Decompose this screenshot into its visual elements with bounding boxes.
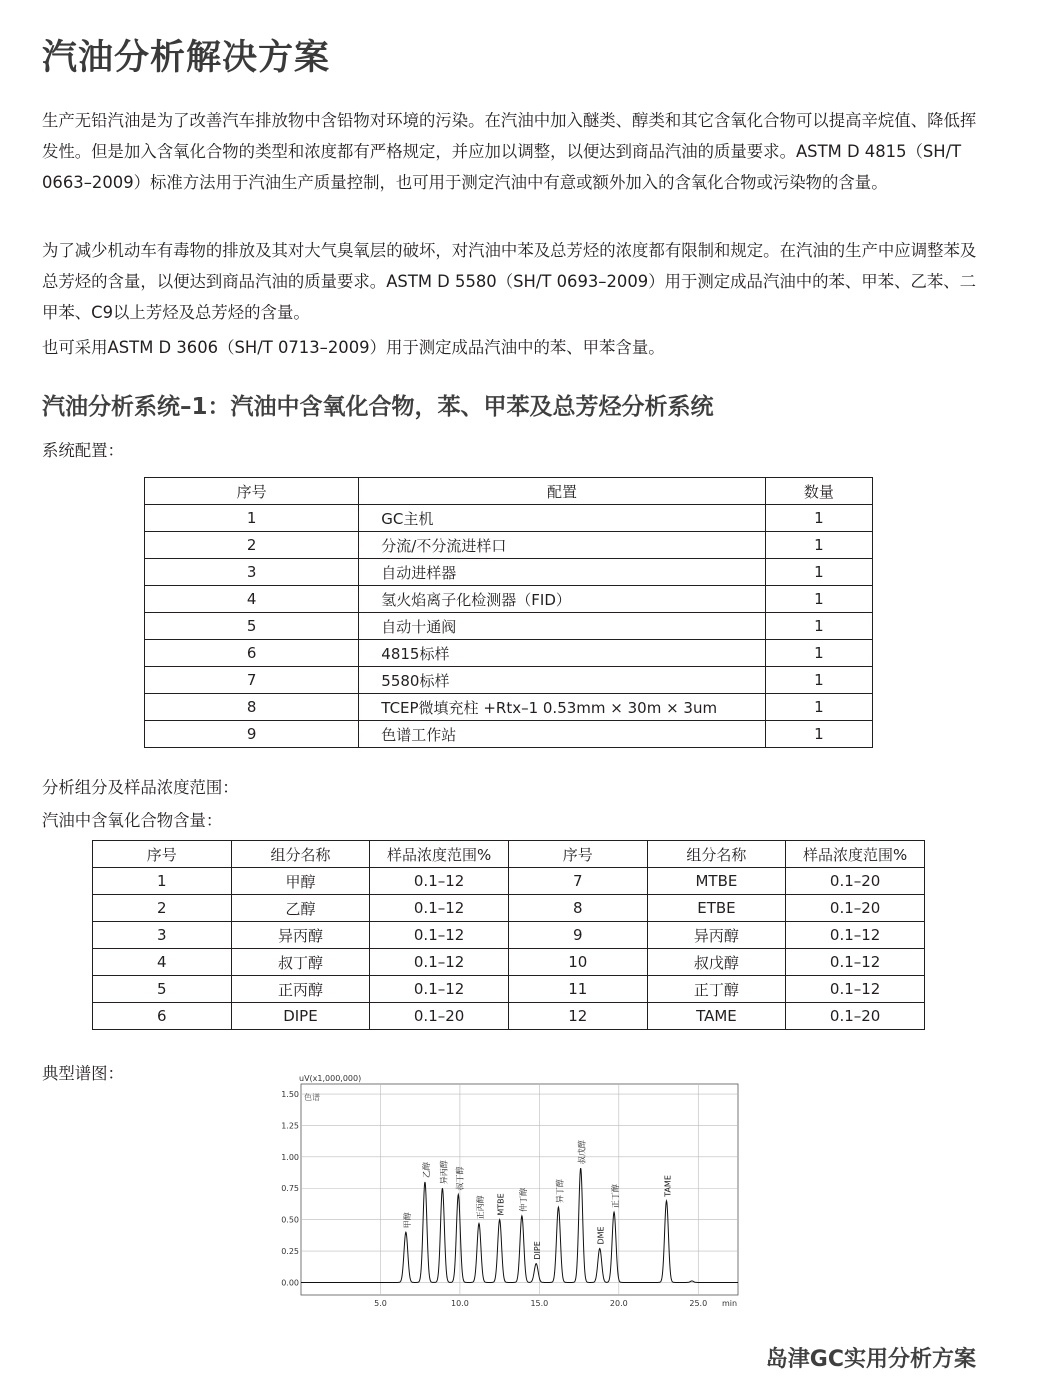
x-tick-label: 10.0 <box>451 1299 469 1308</box>
cell-index: 12 <box>508 1003 647 1030</box>
cell-quantity: 1 <box>765 667 872 694</box>
cell-index: 8 <box>508 895 647 922</box>
cell-index: 9 <box>145 721 359 748</box>
x-axis-label: min <box>722 1299 738 1308</box>
table-row <box>93 868 925 895</box>
peak-label: 叔丁醇 <box>455 1166 465 1191</box>
peak-label: 异丙醇 <box>439 1160 449 1185</box>
table-row <box>145 721 873 748</box>
cell-name: 正丁醇 <box>647 976 786 1003</box>
y-tick-label: 0.75 <box>281 1184 299 1194</box>
peak-label: 乙醇 <box>421 1161 431 1178</box>
cell-index: 7 <box>145 667 359 694</box>
cell-range: 0.1–12 <box>370 868 509 895</box>
table-row <box>145 505 873 532</box>
col-header-index-left: 序号 <box>93 841 232 868</box>
cell-range: 0.1–20 <box>786 895 925 922</box>
cell-quantity: 1 <box>765 694 872 721</box>
cell-config: GC主机 <box>359 505 766 532</box>
table-row <box>93 976 925 1003</box>
cell-config: 色谱工作站 <box>359 721 766 748</box>
cell-quantity: 1 <box>765 721 872 748</box>
cell-range: 0.1–12 <box>786 922 925 949</box>
cell-range: 0.1–12 <box>370 949 509 976</box>
cell-name: DIPE <box>231 1003 370 1030</box>
peak-label: DME <box>596 1226 606 1245</box>
intro-paragraph-2: 为了减少机动车有毒物的排放及其对大气臭氧层的破坏，对汽油中苯及总芳烃的浓度都有限制和规定。在汽油的生产中应调整苯及总芳烃的含量，以便达到商品汽油的质量要求。ASTM D 5580（SH/T 0693–2009）用于测定成品汽油中的苯、甲苯、乙苯、二甲苯、C9以上芳烃及总芳烃的含量。 <box>42 241 977 322</box>
cell-index: 3 <box>145 559 359 586</box>
col-header-name-left: 组分名称 <box>231 841 370 868</box>
cell-name: 甲醇 <box>231 868 370 895</box>
peak-label: DIPE <box>533 1241 543 1260</box>
page-title: 汽油分析解决方案 <box>42 38 331 78</box>
col-header-range-right: 样品浓度范围% <box>786 841 925 868</box>
cell-config: 分流/不分流进样口 <box>359 532 766 559</box>
cell-index: 1 <box>145 505 359 532</box>
cell-index: 4 <box>93 949 232 976</box>
y-tick-label: 0.00 <box>281 1278 299 1288</box>
col-header-config: 配置 <box>359 478 766 505</box>
x-tick-label: 5.0 <box>374 1299 387 1308</box>
cell-index: 7 <box>508 868 647 895</box>
table-row <box>145 586 873 613</box>
cell-name: MTBE <box>647 868 786 895</box>
x-tick-label: 15.0 <box>530 1299 549 1308</box>
peak-label: 仲丁醇 <box>518 1187 528 1212</box>
channel-label: 色谱 <box>304 1093 320 1103</box>
config-label: 系统配置： <box>42 441 124 460</box>
intro-paragraph-1: 生产无铅汽油是为了改善汽车排放物中含铅物对环境的污染。在汽油中加入醚类、醇类和其它含氧化合物可以提高辛烷值、降低挥发性。但是加入含氧化合物的类型和浓度都有严格规定，并应加以调整，以便达到商品汽油的质量要求。ASTM D 4815（SH/T 0663–2009）标准方法用于汽油生产质量控制，也可用于测定汽油中有意或额外加入的含氧化合物或污染物的含量。 <box>42 111 977 192</box>
peak-label: 正丙醇 <box>475 1195 485 1220</box>
peak-label: MTBE <box>496 1193 506 1216</box>
x-tick-label: 25.0 <box>689 1299 708 1308</box>
y-tick-label: 1.50 <box>281 1090 299 1100</box>
cell-index: 11 <box>508 976 647 1003</box>
chromatogram-label: 典型谱图： <box>42 1064 124 1083</box>
peak-label: TAME <box>663 1175 673 1197</box>
peak-label: 正丁醇 <box>611 1184 621 1209</box>
table-row <box>145 559 873 586</box>
cell-name: 叔戊醇 <box>647 949 786 976</box>
table-row <box>93 922 925 949</box>
table-row <box>145 667 873 694</box>
cell-index: 4 <box>145 586 359 613</box>
col-header-range-left: 样品浓度范围% <box>370 841 509 868</box>
cell-index: 9 <box>508 922 647 949</box>
cell-name: 正丙醇 <box>231 976 370 1003</box>
table-row <box>145 532 873 559</box>
table-row <box>93 1003 925 1030</box>
intro-paragraph-3: 也可采用ASTM D 3606（SH/T 0713–2009）用于测定成品汽油中的苯、甲苯含量。 <box>42 338 665 357</box>
cell-index: 5 <box>145 613 359 640</box>
cell-quantity: 1 <box>765 505 872 532</box>
cell-config: 自动进样器 <box>359 559 766 586</box>
cell-index: 10 <box>508 949 647 976</box>
table-row <box>93 895 925 922</box>
cell-range: 0.1–12 <box>786 949 925 976</box>
cell-index: 1 <box>93 868 232 895</box>
col-header-index-right: 序号 <box>508 841 647 868</box>
section-title: 汽油分析系统–1：汽油中含氧化合物，苯、甲苯及总芳烃分析系统 <box>42 394 714 420</box>
cell-config: 自动十通阀 <box>359 613 766 640</box>
table-row <box>93 949 925 976</box>
cell-quantity: 1 <box>765 559 872 586</box>
cell-range: 0.1–20 <box>370 1003 509 1030</box>
table-row <box>145 613 873 640</box>
cell-index: 6 <box>93 1003 232 1030</box>
cell-index: 3 <box>93 922 232 949</box>
y-tick-label: 1.00 <box>281 1152 299 1162</box>
cell-config: 4815标样 <box>359 640 766 667</box>
table-row <box>145 640 873 667</box>
col-header-index: 序号 <box>145 478 359 505</box>
cell-index: 6 <box>145 640 359 667</box>
cell-index: 5 <box>93 976 232 1003</box>
cell-quantity: 1 <box>765 640 872 667</box>
cell-quantity: 1 <box>765 613 872 640</box>
config-table-header <box>145 478 873 505</box>
col-header-name-right: 组分名称 <box>647 841 786 868</box>
cell-config: 氢火焰离子化检测器（FID） <box>359 586 766 613</box>
cell-name: TAME <box>647 1003 786 1030</box>
components-label: 分析组分及样品浓度范围： <box>42 778 239 797</box>
y-tick-label: 0.25 <box>281 1247 299 1257</box>
cell-quantity: 1 <box>765 532 872 559</box>
cell-range: 0.1–20 <box>786 868 925 895</box>
cell-range: 0.1–12 <box>370 976 509 1003</box>
y-tick-label: 1.25 <box>281 1121 299 1131</box>
component-table <box>92 840 925 1030</box>
cell-range: 0.1–12 <box>370 922 509 949</box>
cell-range: 0.1–20 <box>786 1003 925 1030</box>
peak-label: 叔戊醇 <box>577 1140 587 1165</box>
col-header-quantity: 数量 <box>765 478 872 505</box>
cell-name: 异丙醇 <box>647 922 786 949</box>
cell-range: 0.1–12 <box>370 895 509 922</box>
cell-name: ETBE <box>647 895 786 922</box>
cell-index: 2 <box>145 532 359 559</box>
table-row <box>145 694 873 721</box>
config-table <box>144 477 873 748</box>
oxygenates-label: 汽油中含氧化合物含量： <box>42 811 223 830</box>
cell-name: 异丙醇 <box>231 922 370 949</box>
component-table-header <box>93 841 925 868</box>
cell-config: 5580标样 <box>359 667 766 694</box>
peak-label: 异丁醇 <box>555 1179 565 1204</box>
peak-label: 甲醇 <box>402 1212 412 1229</box>
footer-brand: 岛津GC实用分析方案 <box>765 1347 976 1372</box>
cell-index: 2 <box>93 895 232 922</box>
cell-name: 乙醇 <box>231 895 370 922</box>
chromatogram-chart <box>270 1068 750 1316</box>
cell-index: 8 <box>145 694 359 721</box>
x-tick-label: 20.0 <box>609 1299 628 1308</box>
y-tick-label: 0.50 <box>281 1215 299 1225</box>
cell-name: 叔丁醇 <box>231 949 370 976</box>
cell-quantity: 1 <box>765 586 872 613</box>
y-axis-label: uV(x1,000,000) <box>299 1074 362 1083</box>
cell-range: 0.1–12 <box>786 976 925 1003</box>
cell-config: TCEP微填充柱 +Rtx–1 0.53mm × 30m × 3um <box>359 694 766 721</box>
